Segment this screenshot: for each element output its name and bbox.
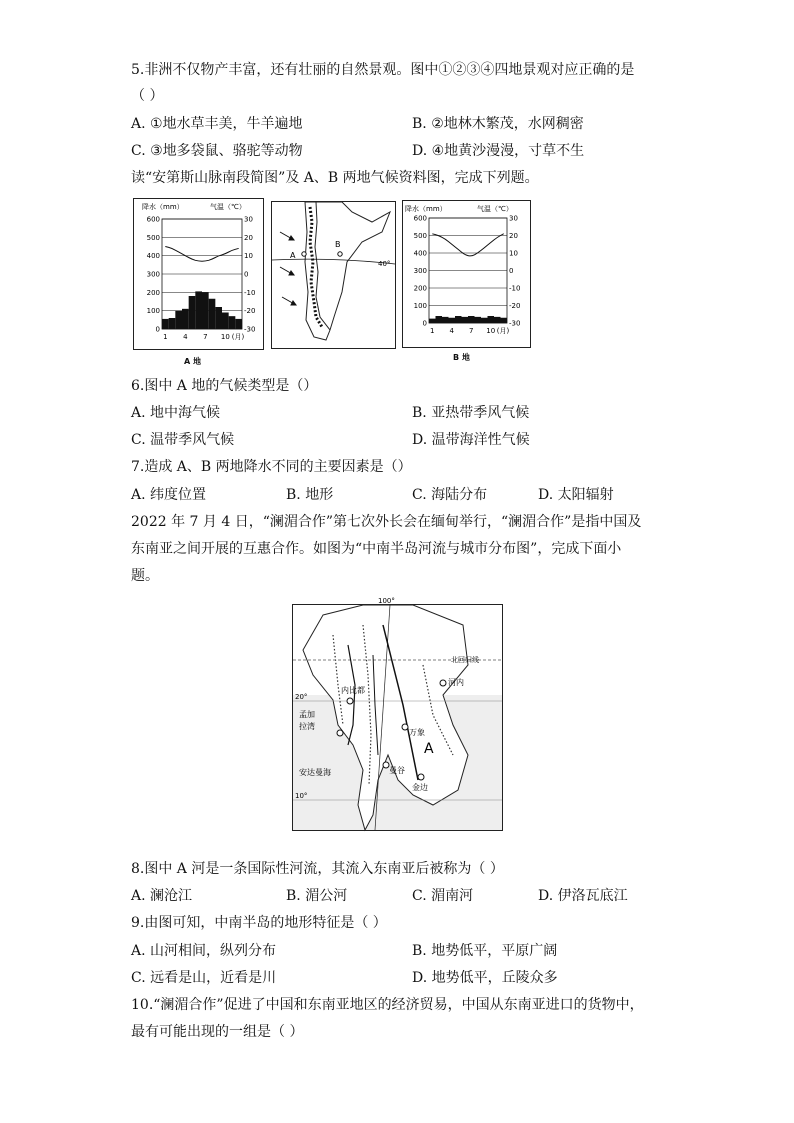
city-bangkok-label: 曼谷 — [389, 766, 405, 775]
bay-label-line2: 拉湾 — [299, 722, 315, 731]
q7-option-b: B. 地形 — [286, 487, 334, 503]
city-naypyidaw-label: 内比都 — [341, 686, 365, 695]
caption-a: A 地 — [184, 357, 201, 366]
climate-chart-a-svg — [134, 199, 263, 349]
precip-bar — [209, 299, 216, 329]
intro-lancang-line1: 2022 年 7 月 4 日，“澜湄合作”第七次外长会在缅甸举行，“澜湄合作”是指中国及 — [131, 514, 642, 530]
temp-axis-title: 气温（℃） — [210, 203, 246, 211]
climate-chart-b — [402, 200, 531, 348]
temp-tick-label: -10 — [509, 284, 521, 293]
precip-bar — [235, 319, 242, 329]
precip-bar — [182, 309, 189, 329]
latitude-40-label: 40° — [378, 260, 391, 268]
q5-option-d: D. ④地黄沙漫漫，寸草不生 — [412, 143, 585, 159]
city-hanoi-marker — [440, 680, 446, 686]
city-phnompenh-marker — [418, 774, 424, 780]
q7-option-d: D. 太阳辐射 — [538, 487, 614, 503]
precip-bar — [222, 313, 229, 330]
month-tick-label: 7 — [203, 333, 208, 341]
sea-label: 安达曼海 — [299, 768, 331, 777]
city-vientiane-label: 万象 — [409, 728, 425, 737]
precip-bar — [169, 318, 176, 329]
precip-bar — [162, 319, 169, 329]
city-hanoi-label: 河内 — [448, 678, 464, 687]
climate-chart-b-svg — [403, 201, 530, 347]
q7-option-c: C. 海陆分布 — [412, 487, 488, 503]
temp-tick-label: 20 — [509, 232, 518, 240]
q5-stem: 5.非洲不仅物产丰富，还有壮丽的自然景观。图中①②③④四地景观对应正确的是 — [131, 62, 635, 78]
q8-option-b: B. 湄公河 — [286, 888, 348, 904]
temperature-curve — [432, 234, 504, 256]
point-b-marker — [338, 252, 342, 256]
q8-stem: 8.图中 A 河是一条国际性河流，其流入东南亚后被称为（ ） — [131, 861, 504, 877]
precip-tick-label: 200 — [146, 288, 160, 297]
temp-tick-label: -10 — [244, 288, 256, 297]
precip-axis-title: 降水（mm） — [142, 203, 184, 211]
indochina-map — [292, 597, 503, 831]
precip-bar — [215, 307, 222, 329]
precip-bar — [442, 317, 449, 323]
temp-tick-label: -20 — [244, 307, 256, 316]
intro-andes: 读“安第斯山脉南段简图”及 A、B 两地气候资料图，完成下列题。 — [131, 170, 539, 186]
temp-tick-label: -20 — [509, 302, 521, 310]
q8-option-d: D. 伊洛瓦底江 — [538, 888, 628, 904]
month-tick-label: (月) — [231, 333, 245, 341]
precip-tick-label: 500 — [146, 233, 160, 242]
bay-label-line1: 孟加 — [299, 710, 315, 719]
tropic-label: 北回归线 — [451, 656, 479, 664]
q9-stem: 9.由图可知，中南半岛的地形特征是（ ） — [131, 915, 387, 931]
precip-tick-label: 0 — [155, 325, 160, 334]
q6-stem: 6.图中 A 地的气候类型是（） — [131, 378, 318, 394]
precip-bar — [436, 316, 443, 323]
point-a-marker — [302, 252, 306, 256]
precip-axis-title: 降水（mm） — [405, 205, 447, 213]
q9-option-a: A. 山河相间，纵列分布 — [131, 943, 277, 959]
city-phnompenh-label: 金边 — [412, 783, 428, 792]
q5-paren: （ ） — [131, 88, 164, 104]
q8-option-c: C. 湄南河 — [412, 888, 474, 904]
precip-bar — [475, 317, 482, 323]
temp-axis-title: 气温（℃） — [477, 205, 513, 213]
q9-option-d: D. 地势低平，丘陵众多 — [412, 970, 558, 986]
precip-bar — [195, 291, 202, 329]
precip-tick-label: 300 — [146, 270, 160, 279]
precip-bar — [175, 311, 182, 329]
precip-bar — [449, 318, 456, 323]
climate-chart-a — [133, 198, 264, 350]
q6-option-d: D. 温带海洋性气候 — [412, 432, 530, 448]
precip-bar — [462, 317, 469, 323]
temp-tick-label: -30 — [244, 325, 256, 334]
temp-tick-label: 0 — [244, 270, 249, 279]
q6-option-a: A. 地中海气候 — [131, 405, 221, 421]
month-tick-label: 10 — [486, 327, 496, 335]
caption-b: B 地 — [453, 353, 470, 362]
precip-bar — [429, 319, 436, 323]
temp-tick-label: 30 — [244, 215, 253, 224]
q7-option-a: A. 纬度位置 — [131, 487, 207, 503]
city-vientiane-marker — [402, 724, 408, 730]
temp-tick-label: -30 — [509, 319, 521, 328]
lat-10-label: 10° — [295, 792, 308, 800]
q5-option-c: C. ③地多袋鼠、骆驼等动物 — [131, 143, 303, 159]
precip-bar — [189, 296, 196, 329]
temp-tick-label: 0 — [509, 267, 514, 275]
month-tick-label: 10 — [220, 333, 230, 341]
lat-20-label: 20° — [295, 693, 308, 701]
temp-tick-label: 10 — [244, 252, 253, 261]
q9-option-c: C. 远看是山，近看是川 — [131, 970, 277, 986]
precip-tick-label: 500 — [413, 232, 427, 240]
q5-option-a: A. ①地水草丰美，牛羊遍地 — [131, 116, 303, 132]
wind-arrows — [280, 232, 296, 305]
intro-lancang-line3: 题。 — [131, 568, 159, 584]
temp-tick-label: 30 — [509, 214, 518, 223]
precip-tick-label: 100 — [413, 302, 427, 310]
precip-tick-label: 600 — [146, 215, 160, 224]
city-naypyidaw-marker — [347, 698, 353, 704]
q5-option-b: B. ②地林木繁茂，水网稠密 — [412, 116, 584, 132]
indochina-map-svg — [293, 597, 502, 830]
precip-bar — [488, 316, 495, 323]
precip-bar — [501, 318, 508, 323]
q6-option-b: B. 亚热带季风气候 — [412, 405, 530, 421]
city-yangon-marker — [337, 730, 343, 736]
precip-tick-label: 100 — [146, 307, 160, 316]
q10-line2: 最有可能出现的一组是（ ） — [131, 1024, 304, 1040]
precip-bar — [468, 316, 475, 323]
month-tick-label: 1 — [163, 333, 168, 341]
point-b-label: B — [335, 240, 341, 249]
precip-bar — [494, 317, 501, 323]
temperature-curve — [165, 247, 238, 262]
temp-tick-label: 20 — [244, 233, 253, 242]
month-tick-label: 7 — [469, 327, 474, 335]
precip-bar — [481, 318, 488, 323]
temp-tick-label: 10 — [509, 249, 518, 258]
precip-bar — [229, 316, 236, 329]
precip-tick-label: 200 — [413, 284, 427, 293]
precip-bar — [455, 316, 462, 323]
intro-lancang-line2: 东南亚之间开展的互惠合作。如图为“中南半岛河流与城市分布图”，完成下面小 — [131, 541, 622, 557]
month-tick-label: 4 — [183, 333, 188, 341]
precip-tick-label: 400 — [146, 252, 160, 261]
q7-stem: 7.造成 A、B 两地降水不同的主要因素是（） — [131, 459, 412, 475]
q9-option-b: B. 地势低平，平原广阔 — [412, 943, 558, 959]
andes-map-svg — [272, 202, 395, 348]
month-tick-label: 1 — [430, 327, 435, 335]
q10-line1: 10.“澜湄合作”促进了中国和东南亚地区的经济贸易，中国从东南亚进口的货物中， — [131, 997, 644, 1013]
andes-map — [271, 201, 396, 349]
precip-bar — [202, 292, 209, 329]
month-tick-label: (月) — [496, 327, 510, 335]
precip-tick-label: 300 — [413, 267, 427, 275]
river-a-label: A — [424, 741, 434, 757]
q8-option-a: A. 澜沧江 — [131, 888, 193, 904]
precip-tick-label: 0 — [422, 319, 427, 328]
precip-tick-label: 400 — [413, 249, 427, 258]
precip-tick-label: 600 — [413, 214, 427, 223]
lon-100-label: 100° — [378, 597, 395, 605]
q6-option-c: C. 温带季风气候 — [131, 432, 235, 448]
point-a-label: A — [290, 251, 296, 260]
month-tick-label: 4 — [449, 327, 454, 335]
